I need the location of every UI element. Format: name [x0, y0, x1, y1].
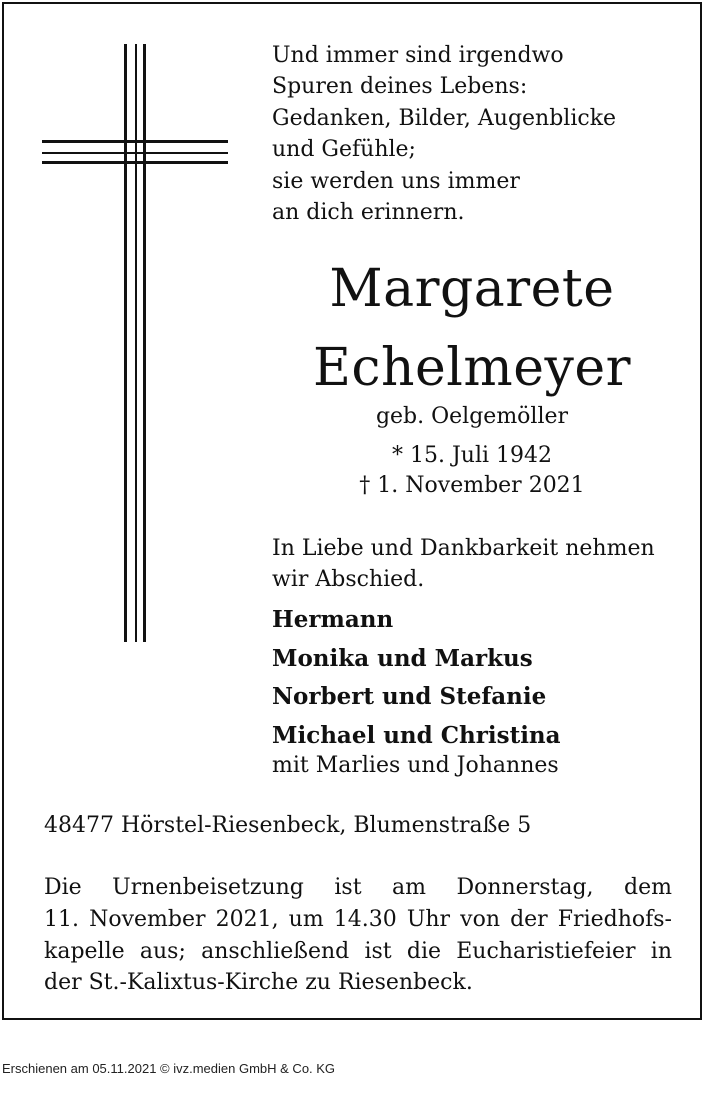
family-member: Michael und Christina: [272, 721, 561, 749]
farewell-line: wir Abschied.: [272, 566, 425, 592]
cross-icon: [42, 44, 228, 644]
farewell-text: [272, 534, 692, 595]
cross-vertical-right: [143, 44, 146, 642]
poem-line: sie werden uns immer: [272, 168, 520, 194]
publication-footer: Erschienen am 05.11.2021 © ivz.medien GmbH & Co. KG: [2, 1061, 336, 1076]
birth-name: geb. Oelgemöller: [375, 404, 569, 429]
burial-line: der St.-Kalixtus-Kirche zu Riesenbeck.: [44, 970, 473, 996]
farewell-line: In Liebe und Dankbarkeit nehmen: [272, 536, 655, 561]
death-date: † 1. November 2021: [359, 473, 585, 498]
poem-line: und Gefühle;: [272, 137, 416, 163]
cross-horizontal-bottom: [42, 161, 228, 164]
family-member: Norbert und Stefanie: [272, 683, 547, 710]
family-member: Monika und Markus: [272, 644, 533, 672]
cross-vertical-center: [135, 44, 137, 642]
burial-notice: [44, 872, 672, 999]
family-list: [272, 601, 692, 781]
deceased-last-name: Echelmeyer: [312, 338, 632, 398]
family-member: Hermann: [272, 606, 394, 633]
burial-line: 11. November 2021, um 14.30 Uhr von der Friedhofs-: [44, 906, 672, 932]
cross-horizontal-center: [42, 152, 228, 154]
obituary-frame: [2, 2, 702, 1020]
poem-line: Und immer sind irgendwo: [272, 43, 564, 68]
birth-date: * 15. Juli 1942: [391, 443, 552, 468]
poem-line: an dich erinnern.: [272, 200, 465, 226]
poem-line: Gedanken, Bilder, Augenblicke: [272, 105, 617, 131]
family-extra: mit Marlies und Johannes: [272, 753, 559, 778]
deceased-first-name: Margarete: [329, 259, 615, 319]
burial-line: Die Urnenbeisetzung ist am Donnerstag, dem: [44, 875, 672, 900]
poem-line: Spuren deines Lebens:: [272, 74, 528, 100]
burial-line: kapelle aus; anschließend ist die Eucharistiefeier in: [44, 938, 672, 964]
cross-horizontal-top: [42, 140, 228, 143]
cross-vertical-left: [124, 44, 127, 642]
poem: [272, 40, 692, 228]
address: 48477 Hörstel-Riesenbeck, Blumenstraße 5: [44, 813, 532, 838]
